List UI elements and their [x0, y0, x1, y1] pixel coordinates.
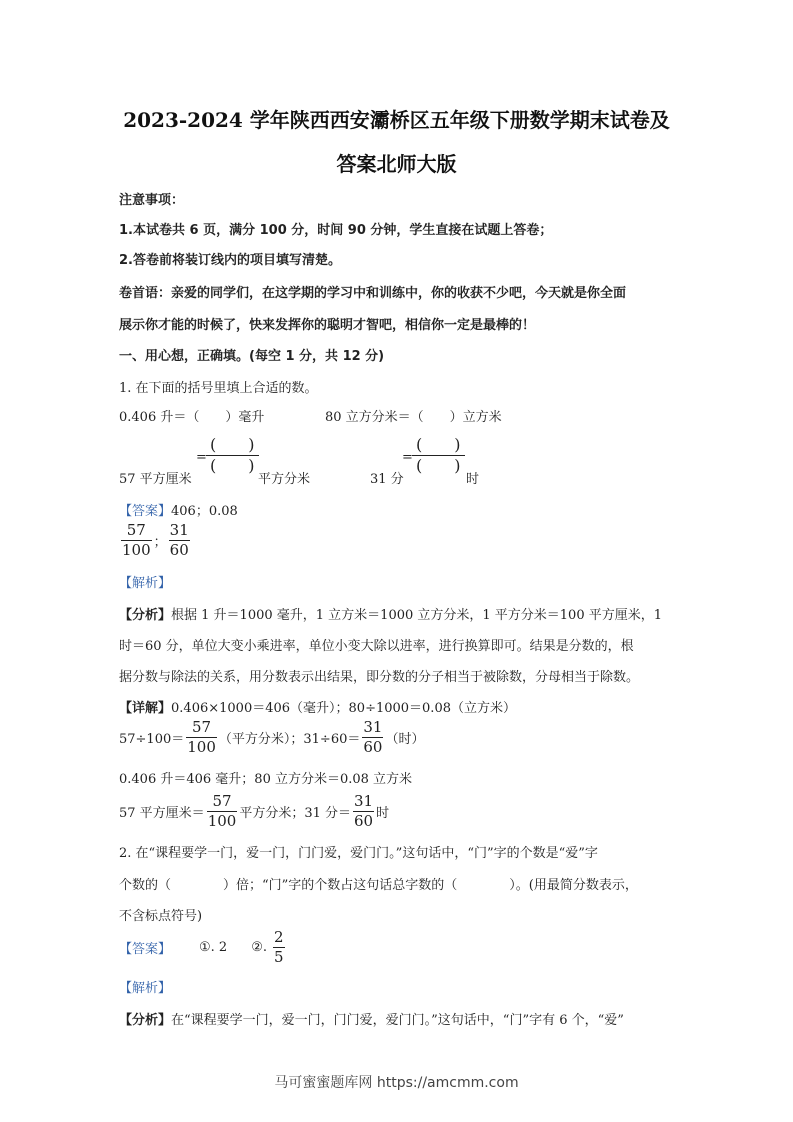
q1-eq-left: = [196, 450, 207, 465]
footer-watermark: 马可蜜蜜题库网 https://amcmm.com [274, 1075, 519, 1091]
fraction-31-60 [362, 720, 383, 755]
q1-b-left-suffix: 平方分米 [258, 472, 311, 487]
answer-2: ②. [251, 940, 268, 955]
document-title-line2: 答案北师大版 [336, 152, 457, 176]
numerator: 57 [186, 720, 217, 738]
numerator: 31 [354, 792, 374, 810]
numerator: 31 [169, 521, 189, 539]
fenxi-text: 在“课程要学一门，爱一门，门门爱，爱门门。”这句话中，“门”字有 6 个，“爱” [171, 1013, 624, 1028]
section-heading: 一、用心想，正确填。(每空 1 分，共 12 分) [119, 349, 385, 364]
denominator: 60 [354, 812, 374, 830]
denominator: 60 [363, 738, 383, 756]
answer-text: 406；0.08 [171, 504, 238, 519]
result-pre: 57 平方厘米＝ [119, 806, 205, 821]
fraction-2-5 [273, 930, 285, 965]
q1-a-left: 0.406 升＝（ ）毫升 [119, 410, 265, 425]
paren-numerator: ( ) [206, 437, 259, 456]
numerator: 31 [363, 718, 383, 736]
q1-answer [119, 500, 238, 519]
q1-paren-frac-left [206, 437, 259, 474]
q1-b-left-prefix: 57 平方厘米 [119, 472, 192, 487]
document-title-line1: 2023-2024 学年陕西西安灞桥区五年级下册数学期末试卷及 [123, 108, 670, 132]
denominator: 60 [169, 541, 189, 559]
answer-1: ①. 2 [199, 940, 228, 955]
fraction-57-100 [186, 720, 217, 755]
q1-b-right-suffix: 时 [466, 472, 480, 487]
paren-numerator: ( ) [412, 437, 465, 456]
fenxi-text: 根据 1 升＝1000 毫升，1 立方米＝1000 立方分米，1 平方分米＝100 平方厘米，1 [171, 608, 663, 623]
numerator: 57 [121, 523, 152, 541]
q1-fenxi-1 [119, 604, 662, 623]
xiangjie-tag: 【详解】 [119, 701, 172, 716]
q1-stem: 1. 在下面的括号里填上合适的数。 [119, 381, 318, 396]
q2-fenxi-1 [119, 1009, 624, 1028]
result-post: 时 [376, 806, 390, 821]
q1-a-right: 80 立方分米＝（ ）立方米 [325, 410, 502, 425]
fraction-57-100 [207, 794, 238, 829]
calc-pre: 57÷100＝ [119, 732, 185, 747]
denominator: 100 [187, 738, 216, 756]
q1-fenxi-3: 据分数与除法的关系，用分数表示出结果，即分数的分子相当于被除数，分母相当于除数。 [119, 670, 640, 685]
notice-item-2: 2.答卷前将装订线内的项目填写清楚。 [119, 253, 341, 268]
q2-analysis-tag: 【解析】 [119, 981, 172, 996]
denominator: 100 [207, 812, 237, 830]
xiangjie-text: 0.406×1000＝406（毫升）；80÷1000＝0.08（立方米） [171, 701, 516, 716]
denominator: 100 [122, 541, 151, 559]
q1-result-2 [119, 794, 389, 829]
q2-answer [119, 930, 287, 965]
calc-post: （时） [385, 732, 425, 747]
numerator: 2 [274, 928, 284, 946]
denominator: 5 [274, 948, 284, 966]
paren-denominator: ( ) [210, 456, 255, 475]
q1-analysis-tag: 【解析】 [119, 576, 172, 591]
q1-b-right-prefix: 31 分 [370, 472, 404, 487]
q1-result-1: 0.406 升＝406 毫升；80 立方分米＝0.08 立方米 [119, 772, 413, 787]
q2-stem-1: 2. 在“课程要学一门，爱一门，门门爱，爱门门。”这句话中，“门”字的个数是“爱”字 [119, 846, 598, 861]
q1-answer-fractions [119, 523, 192, 558]
q1-calc-line [119, 720, 424, 755]
preface-line-2: 展示你才能的时候了，快来发挥你的聪明才智吧，相信你一定是最棒的！ [119, 318, 536, 333]
answer-tag: 【答案】 [119, 942, 172, 957]
paren-denominator: ( ) [416, 456, 461, 475]
answer-tag: 【答案】 [119, 504, 172, 519]
result-mid: 平方分米；31 分＝ [239, 806, 352, 821]
q1-xiangjie [119, 697, 516, 716]
fraction-31-60 [169, 523, 190, 558]
q2-stem-3: 不含标点符号) [119, 909, 203, 924]
preface-line-1: 卷首语：亲爱的同学们，在这学期的学习中和训练中，你的收获不少吧，今天就是你全面 [119, 286, 627, 301]
fenxi-tag: 【分析】 [119, 1013, 172, 1028]
q1-fenxi-2: 时＝60 分，单位大变小乘进率，单位小变大除以进率，进行换算即可。结果是分数的，根 [119, 639, 634, 654]
notice-item-1: 1.本试卷共 6 页，满分 100 分，时间 90 分钟，学生直接在试题上答卷； [119, 223, 553, 238]
separator: ； [153, 535, 167, 550]
fenxi-tag: 【分析】 [119, 608, 172, 623]
q1-paren-frac-right [412, 437, 465, 474]
q2-stem-2: 个数的（ ）倍；“门”字的个数占这句话总字数的（ ）。(用最简分数表示， [119, 878, 638, 893]
fraction-31-60 [353, 794, 374, 829]
notice-heading: 注意事项： [119, 193, 185, 208]
numerator: 57 [207, 794, 238, 812]
calc-mid: （平方分米）；31÷60＝ [218, 732, 361, 747]
q1-eq-right: = [402, 450, 413, 465]
fraction-57-100 [121, 523, 152, 558]
